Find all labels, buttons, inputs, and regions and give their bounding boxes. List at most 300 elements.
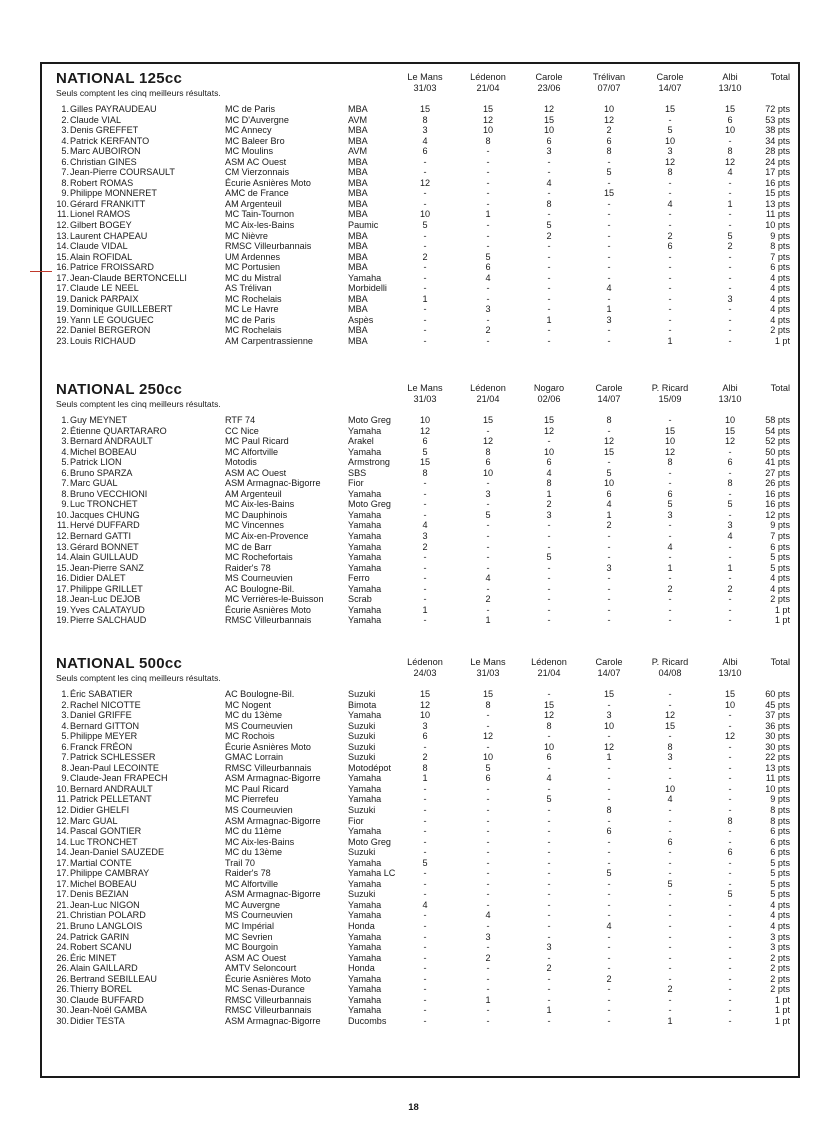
race-points: 3 bbox=[667, 752, 673, 763]
race-points: 12 bbox=[419, 699, 431, 710]
rider-club: MC Rochefortais bbox=[225, 552, 293, 563]
race-points: - bbox=[728, 984, 732, 995]
rider-club: CC Nice bbox=[225, 425, 259, 436]
rider-make: AVM bbox=[348, 114, 368, 125]
race-points: - bbox=[728, 262, 732, 273]
race-points: - bbox=[728, 910, 732, 921]
race-points: - bbox=[547, 336, 551, 347]
race-points: - bbox=[607, 889, 611, 900]
race-points: - bbox=[486, 710, 490, 721]
race-points: - bbox=[486, 741, 490, 752]
race-points: - bbox=[486, 146, 490, 157]
race-points: - bbox=[423, 963, 427, 974]
race-points: 1 bbox=[485, 209, 491, 220]
table-row bbox=[50, 146, 790, 157]
rider-rank: 17. bbox=[56, 889, 69, 900]
table-row bbox=[50, 710, 790, 721]
race-points: - bbox=[547, 815, 551, 826]
table-row bbox=[50, 847, 790, 858]
rider-club: MC D'Auvergne bbox=[225, 114, 289, 125]
rider-name: Dominique GUILLEBERT bbox=[70, 304, 173, 315]
race-points: - bbox=[607, 878, 611, 889]
rider-name: Danick PARPAIX bbox=[70, 293, 139, 304]
rider-make: MBA bbox=[348, 293, 368, 304]
race-points: 6 bbox=[667, 488, 673, 499]
rider-rank: 6. bbox=[61, 156, 69, 167]
race-points: 8 bbox=[667, 167, 673, 178]
rider-rank: 26. bbox=[56, 963, 69, 974]
rider-rank: 17. bbox=[56, 283, 69, 294]
table-row bbox=[50, 325, 790, 336]
race-points: - bbox=[728, 594, 732, 605]
rider-make: MBA bbox=[348, 304, 368, 315]
race-points: - bbox=[668, 293, 672, 304]
rider-name: Rachel NICOTTE bbox=[70, 699, 141, 710]
race-points: 4 bbox=[667, 794, 673, 805]
race-points: - bbox=[547, 1015, 551, 1026]
race-points: 2 bbox=[727, 583, 733, 594]
rider-club: MC de Paris bbox=[225, 314, 276, 325]
race-points: - bbox=[607, 251, 611, 262]
race-points: - bbox=[423, 878, 427, 889]
race-points: - bbox=[728, 446, 732, 457]
table-row bbox=[50, 932, 790, 943]
race-points: - bbox=[423, 230, 427, 241]
rider-rank: 7. bbox=[61, 478, 69, 489]
rider-make: MBA bbox=[348, 125, 368, 136]
rider-rank: 13. bbox=[56, 230, 69, 241]
section-header bbox=[50, 381, 790, 415]
race-points: - bbox=[547, 325, 551, 336]
rider-name: Bernard GITTON bbox=[70, 720, 140, 731]
race-points: 15 bbox=[482, 104, 494, 114]
race-points: - bbox=[607, 583, 611, 594]
rider-club: MC de Barr bbox=[225, 541, 272, 552]
rider-rank: 26. bbox=[56, 984, 69, 995]
rider-total: 1 pt bbox=[774, 1015, 790, 1026]
rider-club: MC Rochelais bbox=[225, 293, 282, 304]
race-points: 3 bbox=[606, 562, 612, 573]
table-row bbox=[50, 167, 790, 178]
race-points: - bbox=[668, 857, 672, 868]
table-row bbox=[50, 436, 790, 447]
race-points: - bbox=[607, 573, 611, 584]
race-header bbox=[640, 72, 700, 94]
race-points: - bbox=[668, 467, 672, 478]
section-subtitle: Seuls comptent les cinq meilleurs résultats. bbox=[56, 673, 221, 683]
table-row bbox=[50, 563, 790, 574]
race-points: 15 bbox=[603, 689, 615, 699]
rider-name: Gilbert BOGEY bbox=[70, 220, 132, 231]
rider-club: MC Bourgoin bbox=[225, 942, 279, 953]
rider-rank: 5. bbox=[61, 731, 69, 742]
race-points: - bbox=[547, 520, 551, 531]
rider-total: 11 pts bbox=[765, 209, 790, 220]
race-points: - bbox=[607, 942, 611, 953]
race-points: - bbox=[547, 583, 551, 594]
rider-rank: 6. bbox=[61, 741, 69, 752]
race-place: Carole bbox=[656, 72, 684, 82]
rider-name: Gérard FRANKITT bbox=[70, 198, 146, 209]
table-row bbox=[50, 468, 790, 479]
rider-club: AM Argenteuil bbox=[225, 198, 282, 209]
table-row bbox=[50, 868, 790, 879]
race-points: 10 bbox=[543, 446, 555, 457]
race-points: 15 bbox=[482, 415, 494, 425]
race-points: - bbox=[728, 952, 732, 963]
rider-rank: 26. bbox=[56, 952, 69, 963]
rider-make: Suzuki bbox=[348, 731, 376, 742]
race-points: - bbox=[607, 773, 611, 784]
race-header bbox=[458, 657, 518, 679]
race-points: - bbox=[486, 794, 490, 805]
race-points: 3 bbox=[667, 146, 673, 157]
race-points: 6 bbox=[485, 262, 491, 273]
total-header: Total bbox=[770, 383, 790, 393]
race-points: - bbox=[423, 478, 427, 489]
rider-name: Robert ROMAS bbox=[70, 177, 134, 188]
rider-make: Yamaha bbox=[348, 488, 382, 499]
race-points: 4 bbox=[727, 167, 733, 178]
race-points: - bbox=[668, 209, 672, 220]
rider-rank: 8. bbox=[61, 177, 69, 188]
race-points: - bbox=[728, 783, 732, 794]
rider-make: Yamaha bbox=[348, 583, 382, 594]
race-points: - bbox=[547, 910, 551, 921]
rider-name: Marc GUAL bbox=[70, 815, 118, 826]
rider-make: Yamaha bbox=[348, 984, 382, 995]
race-points: - bbox=[607, 931, 611, 942]
race-points: - bbox=[607, 857, 611, 868]
rider-club: MC Nièvre bbox=[225, 230, 268, 241]
rider-name: Jean-Luc NIGON bbox=[70, 899, 140, 910]
race-points: - bbox=[728, 336, 732, 347]
table-row bbox=[50, 499, 790, 510]
rider-name: Claude-Jean FRAPECH bbox=[70, 773, 168, 784]
race-header bbox=[579, 72, 639, 94]
race-points: - bbox=[423, 815, 427, 826]
race-points: - bbox=[423, 994, 427, 1005]
table-row bbox=[50, 199, 790, 210]
table-row bbox=[50, 489, 790, 500]
rider-make: Armstrong bbox=[348, 457, 390, 468]
rider-club: MC Dauphinois bbox=[225, 509, 288, 520]
race-points: - bbox=[668, 415, 672, 425]
race-place: Le Mans bbox=[407, 383, 443, 393]
race-points: - bbox=[728, 773, 732, 784]
rider-name: Patrick PELLETANT bbox=[70, 794, 152, 805]
race-points: 3 bbox=[422, 720, 428, 731]
rider-make: Suzuki bbox=[348, 741, 376, 752]
table-row bbox=[50, 731, 790, 742]
rider-name: Patrice FROISSARD bbox=[70, 262, 154, 273]
race-points: 4 bbox=[667, 198, 673, 209]
race-points: 12 bbox=[419, 425, 431, 436]
race-points: 2 bbox=[667, 583, 673, 594]
rider-rank: 7. bbox=[61, 752, 69, 763]
table-row bbox=[50, 447, 790, 458]
rider-total: 8 pts bbox=[770, 241, 790, 252]
rider-club: MC Aix-les-Bains bbox=[225, 499, 295, 510]
race-points: 2 bbox=[667, 230, 673, 241]
rider-make: SBS bbox=[348, 467, 367, 478]
rider-make: MBA bbox=[348, 251, 368, 262]
rider-total: 4 pts bbox=[770, 272, 790, 283]
table-row bbox=[50, 315, 790, 326]
race-points: - bbox=[668, 478, 672, 489]
rider-total: 3 pts bbox=[770, 942, 790, 953]
race-points: - bbox=[668, 615, 672, 626]
rider-rank: 14. bbox=[56, 847, 69, 858]
race-points: - bbox=[547, 209, 551, 220]
rider-make: Ducombs bbox=[348, 1015, 387, 1026]
rider-total: 27 pts bbox=[765, 467, 790, 478]
rider-make: Honda bbox=[348, 921, 375, 932]
table-row bbox=[50, 605, 790, 616]
race-points: 3 bbox=[727, 293, 733, 304]
race-points: - bbox=[486, 889, 490, 900]
race-points: - bbox=[728, 304, 732, 315]
rider-club: MC Baleer Bro bbox=[225, 135, 285, 146]
race-points: 5 bbox=[727, 230, 733, 241]
race-points: 5 bbox=[727, 889, 733, 900]
rider-name: Bertrand SEBILLEAU bbox=[70, 973, 157, 984]
rider-rank: 3. bbox=[61, 710, 69, 721]
rider-rank: 19. bbox=[56, 304, 69, 315]
race-points: - bbox=[423, 272, 427, 283]
race-points: 12 bbox=[482, 114, 494, 125]
race-points: - bbox=[547, 156, 551, 167]
race-place: Carole bbox=[535, 72, 563, 82]
race-points: - bbox=[423, 188, 427, 199]
rider-make: Yamaha bbox=[348, 710, 382, 721]
race-points: - bbox=[668, 188, 672, 199]
race-points: 5 bbox=[546, 552, 552, 563]
race-points: - bbox=[486, 783, 490, 794]
rider-name: Bernard ANDRAULT bbox=[70, 783, 153, 794]
table-row bbox=[50, 136, 790, 147]
race-points: - bbox=[547, 304, 551, 315]
race-points: - bbox=[728, 921, 732, 932]
race-points: - bbox=[547, 836, 551, 847]
rider-name: Didier DALET bbox=[70, 573, 126, 584]
rider-club: GMAC Lorrain bbox=[225, 752, 284, 763]
rider-total: 2 pts bbox=[770, 963, 790, 974]
section-subtitle: Seuls comptent les cinq meilleurs résultats. bbox=[56, 399, 221, 409]
race-points: - bbox=[486, 230, 490, 241]
race-place: Le Mans bbox=[407, 72, 443, 82]
race-points: - bbox=[728, 994, 732, 1005]
rider-rank: 26. bbox=[56, 973, 69, 984]
rider-name: Luc TRONCHET bbox=[70, 836, 138, 847]
rider-name: Philippe MEYER bbox=[70, 731, 138, 742]
race-points: - bbox=[607, 847, 611, 858]
race-points: - bbox=[668, 272, 672, 283]
rider-make: Bimota bbox=[348, 699, 377, 710]
race-points: 10 bbox=[543, 125, 555, 136]
rider-name: Claude BUFFARD bbox=[70, 994, 144, 1005]
race-points: - bbox=[547, 731, 551, 742]
table-row bbox=[50, 594, 790, 605]
race-points: 2 bbox=[422, 251, 428, 262]
race-points: 15 bbox=[543, 114, 555, 125]
rider-name: Marc GUAL bbox=[70, 478, 118, 489]
race-date: 14/07 bbox=[597, 668, 621, 678]
rider-rank: 24. bbox=[56, 931, 69, 942]
table-row bbox=[50, 520, 790, 531]
rider-total: 30 pts bbox=[765, 731, 790, 742]
rider-total: 2 pts bbox=[770, 952, 790, 963]
race-points: 3 bbox=[606, 314, 612, 325]
rider-name: Lionel RAMOS bbox=[70, 209, 131, 220]
rider-make: Yamaha bbox=[348, 1005, 382, 1016]
race-points: 15 bbox=[603, 188, 615, 199]
race-points: - bbox=[547, 562, 551, 573]
rider-make: Yamaha LC bbox=[348, 868, 396, 879]
race-points: - bbox=[423, 910, 427, 921]
race-points: - bbox=[728, 720, 732, 731]
rider-make: MBA bbox=[348, 177, 368, 188]
race-points: 6 bbox=[485, 457, 491, 468]
race-points: 8 bbox=[422, 467, 428, 478]
rider-club: MC Sevrien bbox=[225, 931, 273, 942]
race-points: - bbox=[486, 220, 490, 231]
table-row bbox=[50, 689, 790, 700]
race-points: - bbox=[486, 604, 490, 615]
race-points: - bbox=[423, 552, 427, 563]
rider-total: 1 pt bbox=[774, 604, 790, 615]
race-points: - bbox=[423, 325, 427, 336]
rider-name: Claude VIDAL bbox=[70, 241, 128, 252]
rider-name: Philippe MONNERET bbox=[70, 188, 157, 199]
table-row bbox=[50, 615, 790, 626]
rider-total: 9 pts bbox=[770, 520, 790, 531]
rider-name: Martial CONTE bbox=[70, 857, 132, 868]
rider-total: 2 pts bbox=[770, 325, 790, 336]
race-points: - bbox=[607, 241, 611, 252]
rider-total: 4 pts bbox=[770, 304, 790, 315]
race-points: 4 bbox=[422, 899, 428, 910]
race-points: 15 bbox=[482, 689, 494, 699]
race-points: - bbox=[607, 794, 611, 805]
race-place: Trélivan bbox=[592, 72, 626, 82]
race-points: 2 bbox=[485, 952, 491, 963]
rider-rank: 15. bbox=[56, 562, 69, 573]
race-points: 1 bbox=[606, 509, 612, 520]
race-points: 10 bbox=[724, 125, 736, 136]
race-points: 10 bbox=[603, 478, 615, 489]
race-points: 1 bbox=[667, 1015, 673, 1026]
race-points: 4 bbox=[546, 467, 552, 478]
race-place: Lédenon bbox=[470, 72, 506, 82]
race-points: 8 bbox=[606, 415, 612, 425]
race-date: 13/10 bbox=[718, 668, 742, 678]
race-points: 1 bbox=[422, 293, 428, 304]
race-points: - bbox=[423, 836, 427, 847]
race-points: 2 bbox=[485, 325, 491, 336]
race-points: 12 bbox=[664, 446, 676, 457]
race-points: - bbox=[486, 188, 490, 199]
rider-rank: 24. bbox=[56, 942, 69, 953]
race-points: - bbox=[607, 836, 611, 847]
rider-club: ASM AC Ouest bbox=[225, 952, 287, 963]
table-row bbox=[50, 1005, 790, 1016]
rider-name: Patrick KERFANTO bbox=[70, 135, 150, 146]
rider-club: MC Senas-Durance bbox=[225, 984, 305, 995]
race-points: 15 bbox=[419, 689, 431, 699]
race-points: - bbox=[607, 262, 611, 273]
rider-total: 6 pts bbox=[770, 847, 790, 858]
race-points: 6 bbox=[727, 457, 733, 468]
rider-make: MBA bbox=[348, 198, 368, 209]
race-points: - bbox=[486, 963, 490, 974]
rider-make: Yamaha bbox=[348, 615, 382, 626]
table-row bbox=[50, 742, 790, 753]
race-points: - bbox=[728, 942, 732, 953]
race-points: - bbox=[547, 594, 551, 605]
rider-name: Franck FRÉON bbox=[70, 741, 133, 752]
rider-total: 3 pts bbox=[770, 931, 790, 942]
race-points: - bbox=[728, 552, 732, 563]
rider-rank: 4. bbox=[61, 446, 69, 457]
race-points: - bbox=[547, 952, 551, 963]
rider-name: Didier TESTA bbox=[70, 1015, 125, 1026]
rider-club: AC Boulogne-Bil. bbox=[225, 689, 295, 699]
race-points: - bbox=[486, 425, 490, 436]
race-points: 12 bbox=[664, 710, 676, 721]
race-points: 2 bbox=[546, 230, 552, 241]
rider-name: Jean-Luc DEJOB bbox=[70, 594, 141, 605]
rider-name: Philippe GRILLET bbox=[70, 583, 143, 594]
section-250cc bbox=[50, 381, 790, 626]
margin-mark bbox=[30, 271, 52, 272]
rider-rank: 11. bbox=[57, 209, 69, 220]
race-points: 2 bbox=[546, 963, 552, 974]
race-points: 8 bbox=[727, 478, 733, 489]
race-points: - bbox=[547, 931, 551, 942]
race-points: 1 bbox=[606, 304, 612, 315]
race-points: - bbox=[547, 921, 551, 932]
rider-make: Yamaha bbox=[348, 531, 382, 542]
race-points: - bbox=[728, 710, 732, 721]
rider-club: ASM AC Ouest bbox=[225, 156, 287, 167]
rider-total: 4 pts bbox=[770, 283, 790, 294]
race-points: - bbox=[607, 594, 611, 605]
race-points: 1 bbox=[546, 314, 552, 325]
race-points: 6 bbox=[727, 114, 733, 125]
rider-name: Claude LE NEEL bbox=[70, 283, 139, 294]
rider-club: MC Impérial bbox=[225, 921, 275, 932]
rider-club: Trail 70 bbox=[225, 857, 255, 868]
race-points: - bbox=[728, 509, 732, 520]
rider-club: MC Rochelais bbox=[225, 325, 282, 336]
rider-rank: 3. bbox=[61, 436, 69, 447]
race-points: - bbox=[423, 562, 427, 573]
rider-club: Écurie Asnières Moto bbox=[225, 973, 311, 984]
race-points: 15 bbox=[664, 104, 676, 114]
race-date: 21/04 bbox=[476, 83, 500, 93]
race-points: - bbox=[486, 973, 490, 984]
rider-total: 13 pts bbox=[765, 762, 790, 773]
rider-name: Jean-Pierre SANZ bbox=[70, 562, 144, 573]
rider-make: Yamaha bbox=[348, 541, 382, 552]
race-points: - bbox=[547, 899, 551, 910]
race-points: - bbox=[486, 314, 490, 325]
rider-name: Hervé DUFFARD bbox=[70, 520, 140, 531]
rider-club: MC Paul Ricard bbox=[225, 436, 289, 447]
race-points: - bbox=[728, 794, 732, 805]
race-points: - bbox=[668, 868, 672, 879]
